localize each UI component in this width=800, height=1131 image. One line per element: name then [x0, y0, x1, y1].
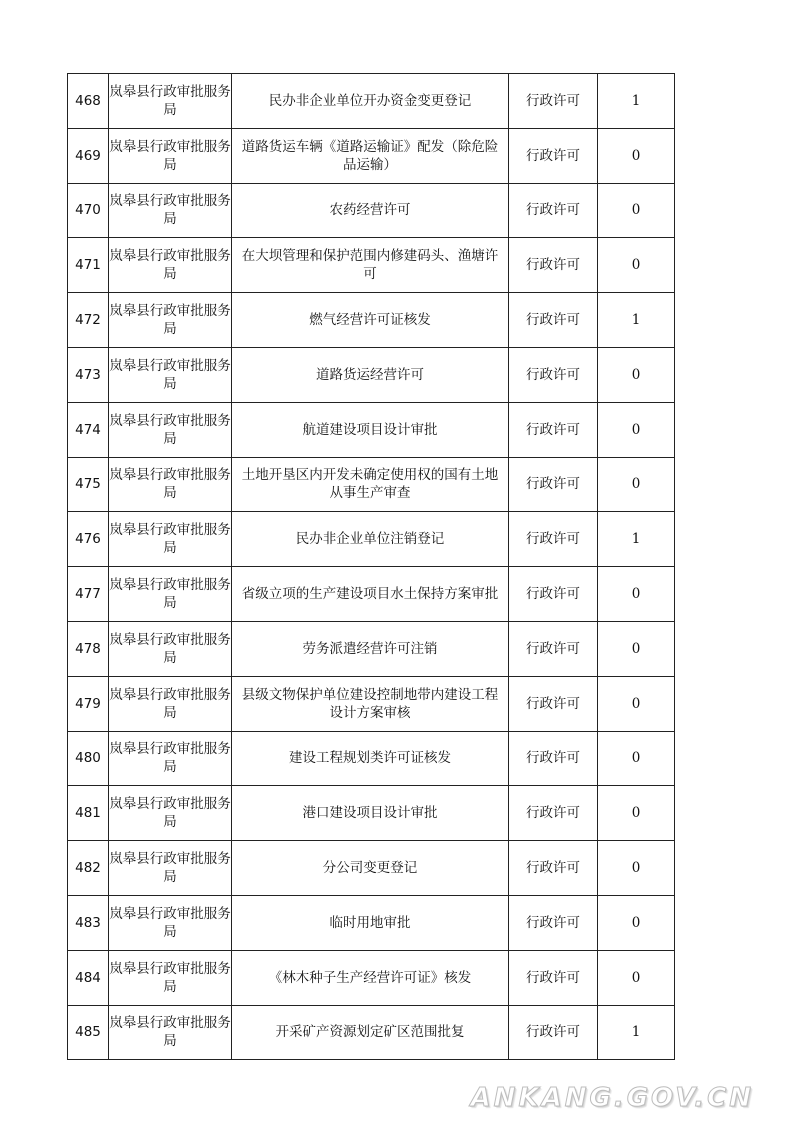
table-row [68, 347, 675, 402]
item-type-cell [509, 293, 598, 348]
row-number [68, 621, 109, 676]
item-type-cell [509, 183, 598, 238]
count-cell-text: 0 [631, 366, 641, 383]
department-cell-text: 岚皋县行政审批服务局 [109, 686, 231, 721]
count-cell [598, 402, 675, 457]
item-name-cell [232, 621, 509, 676]
row-number [68, 128, 109, 183]
site-watermark: ANKANG.GOV.CN [470, 1083, 754, 1113]
row-number [68, 183, 109, 238]
department-cell [109, 676, 232, 731]
item-name-cell [232, 1005, 509, 1060]
item-name-cell-text: 建设工程规划类许可证核发 [289, 750, 451, 767]
department-cell-text: 岚皋县行政审批服务局 [109, 1015, 231, 1050]
row-number [68, 74, 109, 129]
department-cell [109, 512, 232, 567]
row-number-text: 473 [75, 366, 101, 383]
count-cell [598, 567, 675, 622]
item-type-cell [509, 74, 598, 129]
item-type-cell-text: 行政许可 [526, 421, 580, 438]
count-cell [598, 238, 675, 293]
table-row [68, 74, 675, 129]
item-name-cell-text: 临时用地审批 [329, 914, 411, 931]
table-row [68, 183, 675, 238]
item-name-cell [232, 74, 509, 129]
count-cell-text: 0 [631, 914, 641, 931]
count-cell-text: 0 [631, 257, 641, 274]
item-type-cell [509, 950, 598, 1005]
row-number-text: 472 [75, 312, 101, 329]
count-cell [598, 676, 675, 731]
item-type-cell [509, 402, 598, 457]
department-cell-text: 岚皋县行政审批服务局 [109, 467, 231, 502]
item-type-cell-text: 行政许可 [526, 202, 580, 219]
row-number-text: 468 [75, 92, 101, 109]
table-row [68, 841, 675, 896]
department-cell [109, 457, 232, 512]
item-type-cell [509, 1005, 598, 1060]
department-cell-text: 岚皋县行政审批服务局 [109, 357, 231, 392]
row-number-text: 479 [75, 695, 101, 712]
department-cell-text: 岚皋县行政审批服务局 [109, 796, 231, 831]
item-type-cell [509, 128, 598, 183]
item-type-cell [509, 238, 598, 293]
item-type-cell-text: 行政许可 [526, 750, 580, 767]
count-cell [598, 183, 675, 238]
row-number-text: 482 [75, 860, 101, 877]
item-type-cell [509, 895, 598, 950]
table-row [68, 238, 675, 293]
item-type-cell-text: 行政许可 [526, 312, 580, 329]
table-row [68, 293, 675, 348]
department-cell [109, 950, 232, 1005]
item-name-cell-text: 民办非企业单位注销登记 [295, 531, 445, 548]
department-cell [109, 74, 232, 129]
item-name-cell-text: 分公司变更登记 [322, 860, 418, 877]
count-cell-text: 0 [631, 421, 641, 438]
item-type-cell-text: 行政许可 [526, 805, 580, 822]
item-name-cell [232, 512, 509, 567]
table-row [68, 402, 675, 457]
department-cell-text: 岚皋县行政审批服务局 [109, 248, 231, 283]
count-cell-text: 0 [631, 147, 641, 164]
department-cell-text: 岚皋县行政审批服务局 [109, 138, 231, 173]
item-type-cell-text: 行政许可 [526, 695, 580, 712]
item-name-cell [232, 567, 509, 622]
row-number-text: 475 [75, 476, 101, 493]
department-cell [109, 895, 232, 950]
row-number-text: 474 [75, 421, 101, 438]
count-cell-text: 0 [631, 969, 641, 986]
count-cell-text: 0 [631, 860, 641, 877]
row-number [68, 786, 109, 841]
count-cell [598, 512, 675, 567]
department-cell [109, 128, 232, 183]
department-cell [109, 402, 232, 457]
department-cell [109, 347, 232, 402]
row-number-text: 484 [75, 969, 101, 986]
item-type-cell-text: 行政许可 [526, 914, 580, 931]
table-row [68, 895, 675, 950]
permit-table [67, 73, 675, 1060]
table-row [68, 457, 675, 512]
count-cell-text: 0 [631, 586, 641, 603]
item-type-cell [509, 731, 598, 786]
row-number [68, 731, 109, 786]
item-type-cell-text: 行政许可 [526, 476, 580, 493]
count-cell-text: 1 [631, 312, 641, 329]
item-name-cell-text: 《林木种子生产经营许可证》核发 [268, 969, 472, 986]
table-row [68, 731, 675, 786]
row-number-text: 478 [75, 640, 101, 657]
row-number-text: 485 [75, 1024, 101, 1041]
department-cell [109, 183, 232, 238]
item-type-cell-text: 行政许可 [526, 586, 580, 603]
item-name-cell-text: 土地开垦区内开发未确定使用权的国有土地从事生产审查 [241, 467, 499, 502]
row-number [68, 676, 109, 731]
row-number-text: 480 [75, 750, 101, 767]
row-number [68, 841, 109, 896]
item-name-cell [232, 347, 509, 402]
row-number [68, 238, 109, 293]
department-cell-text: 岚皋县行政审批服务局 [109, 960, 231, 995]
item-type-cell [509, 841, 598, 896]
row-number [68, 950, 109, 1005]
table-row [68, 128, 675, 183]
item-name-cell [232, 183, 509, 238]
row-number-text: 481 [75, 805, 101, 822]
count-cell-text: 0 [631, 750, 641, 767]
item-name-cell-text: 农药经营许可 [329, 202, 411, 219]
count-cell [598, 895, 675, 950]
count-cell-text: 0 [631, 202, 641, 219]
department-cell-text: 岚皋县行政审批服务局 [109, 193, 231, 228]
table-row [68, 950, 675, 1005]
count-cell [598, 1005, 675, 1060]
item-name-cell-text: 道路货运车辆《道路运输证》配发（除危险品运输） [241, 138, 499, 173]
row-number [68, 895, 109, 950]
count-cell-text: 0 [631, 805, 641, 822]
item-type-cell [509, 786, 598, 841]
department-cell [109, 841, 232, 896]
row-number-text: 483 [75, 914, 101, 931]
item-name-cell [232, 128, 509, 183]
department-cell-text: 岚皋县行政审批服务局 [109, 741, 231, 776]
row-number-text: 471 [75, 257, 101, 274]
item-name-cell-text: 民办非企业单位开办资金变更登记 [268, 92, 472, 109]
department-cell-text: 岚皋县行政审批服务局 [109, 412, 231, 447]
item-name-cell [232, 731, 509, 786]
item-name-cell-text: 道路货运经营许可 [316, 366, 424, 383]
count-cell [598, 293, 675, 348]
item-type-cell-text: 行政许可 [526, 147, 580, 164]
table-row [68, 1005, 675, 1060]
department-cell-text: 岚皋县行政审批服务局 [109, 631, 231, 666]
item-type-cell-text: 行政许可 [526, 1024, 580, 1041]
table-row [68, 567, 675, 622]
row-number [68, 293, 109, 348]
department-cell [109, 567, 232, 622]
item-name-cell-text: 港口建设项目设计审批 [302, 805, 438, 822]
department-cell [109, 731, 232, 786]
item-name-cell [232, 402, 509, 457]
count-cell-text: 0 [631, 695, 641, 712]
item-name-cell-text: 省级立项的生产建设项目水土保持方案审批 [241, 586, 499, 603]
item-type-cell-text: 行政许可 [526, 366, 580, 383]
count-cell [598, 128, 675, 183]
item-name-cell-text: 在大坝管理和保护范围内修建码头、渔塘许可 [241, 248, 499, 283]
row-number [68, 1005, 109, 1060]
item-type-cell [509, 457, 598, 512]
item-type-cell-text: 行政许可 [526, 969, 580, 986]
department-cell [109, 786, 232, 841]
row-number [68, 347, 109, 402]
department-cell-text: 岚皋县行政审批服务局 [109, 905, 231, 940]
row-number-text: 476 [75, 531, 101, 548]
department-cell [109, 293, 232, 348]
count-cell-text: 1 [631, 92, 641, 109]
department-cell-text: 岚皋县行政审批服务局 [109, 577, 231, 612]
department-cell [109, 238, 232, 293]
table-row [68, 786, 675, 841]
count-cell-text: 0 [631, 476, 641, 493]
department-cell-text: 岚皋县行政审批服务局 [109, 83, 231, 118]
item-type-cell [509, 676, 598, 731]
table-row [68, 676, 675, 731]
item-type-cell [509, 512, 598, 567]
item-name-cell [232, 841, 509, 896]
count-cell-text: 1 [631, 1024, 641, 1041]
table-body [68, 74, 675, 1060]
item-name-cell-text: 航道建设项目设计审批 [302, 421, 438, 438]
item-type-cell-text: 行政许可 [526, 92, 580, 109]
item-name-cell-text: 燃气经营许可证核发 [309, 312, 431, 329]
count-cell [598, 74, 675, 129]
row-number [68, 567, 109, 622]
item-name-cell [232, 457, 509, 512]
item-type-cell-text: 行政许可 [526, 640, 580, 657]
row-number [68, 402, 109, 457]
department-cell [109, 621, 232, 676]
count-cell [598, 457, 675, 512]
department-cell [109, 1005, 232, 1060]
item-name-cell-text: 劳务派遣经营许可注销 [302, 640, 438, 657]
item-name-cell [232, 786, 509, 841]
item-type-cell [509, 567, 598, 622]
count-cell-text: 0 [631, 640, 641, 657]
count-cell [598, 731, 675, 786]
row-number [68, 512, 109, 567]
row-number [68, 457, 109, 512]
row-number-text: 477 [75, 586, 101, 603]
count-cell-text: 1 [631, 531, 641, 548]
count-cell [598, 347, 675, 402]
item-name-cell [232, 950, 509, 1005]
item-name-cell-text: 开采矿产资源划定矿区范围批复 [275, 1024, 465, 1041]
item-name-cell [232, 238, 509, 293]
item-type-cell [509, 347, 598, 402]
item-type-cell-text: 行政许可 [526, 257, 580, 274]
item-name-cell [232, 676, 509, 731]
count-cell [598, 621, 675, 676]
item-name-cell [232, 895, 509, 950]
row-number-text: 470 [75, 202, 101, 219]
item-name-cell-text: 县级文物保护单位建设控制地带内建设工程设计方案审核 [241, 686, 499, 721]
row-number-text: 469 [75, 147, 101, 164]
table-row [68, 512, 675, 567]
table-row [68, 621, 675, 676]
count-cell [598, 950, 675, 1005]
item-type-cell-text: 行政许可 [526, 860, 580, 877]
count-cell [598, 841, 675, 896]
department-cell-text: 岚皋县行政审批服务局 [109, 303, 231, 338]
item-type-cell [509, 621, 598, 676]
department-cell-text: 岚皋县行政审批服务局 [109, 851, 231, 886]
department-cell-text: 岚皋县行政审批服务局 [109, 522, 231, 557]
item-name-cell [232, 293, 509, 348]
item-type-cell-text: 行政许可 [526, 531, 580, 548]
count-cell [598, 786, 675, 841]
